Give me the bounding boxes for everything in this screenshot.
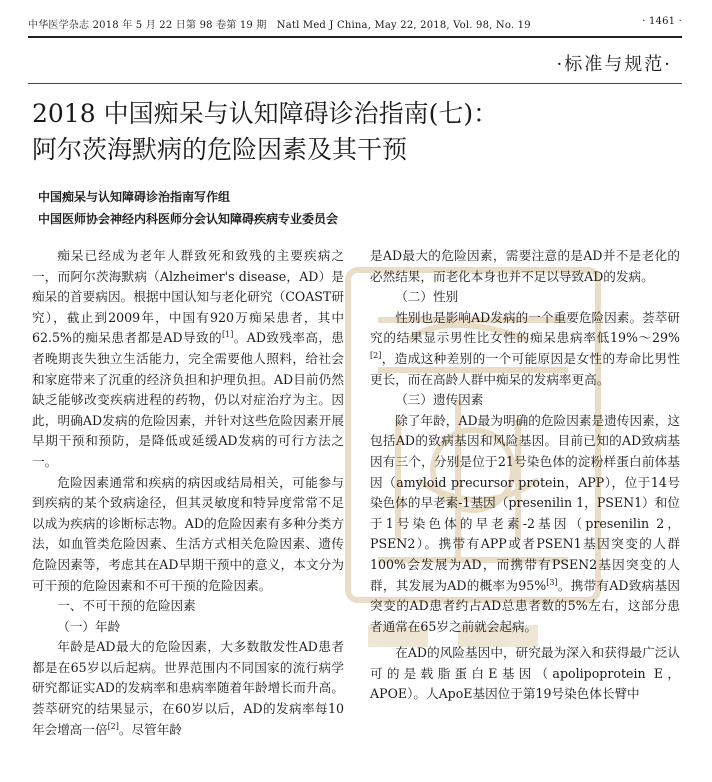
- journal-citation: 中华医学杂志 2018 年 5 月 22 日第 98 卷第 19 期 Natl Med J China, May 22, 2018, Vol. 98, No. 19: [28, 20, 531, 31]
- paragraph-text: 性别也是影响AD发病的一个重要危险因素。荟萃研究的结果显示男性比女性的痴呆患病率低19%～29%: [370, 309, 680, 346]
- paragraph: [370, 308, 680, 390]
- subsection-heading: （一）年龄: [57, 618, 121, 634]
- author-block: [38, 186, 338, 230]
- author-line-1: 中国痴呆与认知障碍诊治指南写作组: [38, 190, 231, 204]
- running-head: [28, 16, 682, 31]
- article-title: [32, 96, 672, 168]
- paragraph-text: ，造成这种差别的一个可能原因是女性的寿命比男性更长，而在高龄人群中痴呆的发病率更高。: [370, 350, 680, 387]
- page-number: · 1461 ·: [642, 16, 682, 27]
- paragraph-text: 。尽管年龄: [118, 721, 182, 737]
- paragraph-text: 痴呆已经成为老年人群致死和致残的主要疾病之一，而阿尔茨海默病（Alzheimer's disease，AD）是痴呆的首要病因。根据中国认知与老化研究（COAST研究），截止到2009年，中国有920万痴呆患者，其中62.5%的痴呆患者都是AD导致的: [32, 248, 344, 346]
- left-column: [32, 246, 344, 740]
- right-column: [370, 246, 680, 705]
- subsection-heading: （三）遗传因素: [395, 392, 484, 408]
- paragraph: [32, 246, 344, 473]
- section-tag: ·标准与规范·: [556, 54, 672, 75]
- article-title-line1: 2018 中国痴呆与认知障碍诊治指南(七)：: [32, 99, 499, 128]
- paragraph: 是AD最大的危险因素，需要注意的是AD并不是老化的必然结果，而老化本身也并不足以导致AD的发病。: [370, 248, 680, 284]
- reference-mark[interactable]: [2]: [370, 350, 382, 360]
- reference-mark[interactable]: [2]: [107, 721, 119, 731]
- paragraph: 危险因素通常和疾病的病因或结局相关，可能参与到疾病的某个致病途径，但其灵敏度和特异度常常不足以成为疾病的诊断标志物。AD的危险因素有多种分类方法，如血管类危险因素、生活方式相关危险因素、遗传危险因素等，考虑其在AD早期干预中的意义，本文分为可干预的危险因素和不可干预的危险因素。: [32, 474, 344, 593]
- reference-mark[interactable]: [1]: [222, 330, 234, 340]
- subsection-heading: （二）性别: [395, 289, 459, 305]
- author-line-2: 中国医师协会神经内科医师分会认知障碍疾病专业委员会: [38, 212, 339, 226]
- paragraph: 在AD的风险基因中，研究最为深入和获得最广泛认可的是载脂蛋白E基因（apolipoprotein E，APOE）。人ApoE基因位于第19号染色体长臂中: [370, 645, 680, 702]
- paragraph-text: 。携带有AD致病基因突变的AD患者约占AD总患者数的5%左右，这部分患者通常在65岁之前就会起病。: [370, 577, 680, 634]
- section-heading: 一、不可干预的危险因素: [57, 598, 196, 614]
- paragraph: [32, 637, 344, 740]
- header-rule: [28, 36, 682, 38]
- article-title-line2: 阿尔茨海默病的危险因素及其干预: [32, 135, 408, 164]
- reference-mark[interactable]: [3]: [546, 577, 558, 587]
- paragraph-text: 。AD致残率高，患者晚期丧失独立生活能力，完全需要他人照料，给社会和家庭带来了沉重的经济负担和护理负担。AD目前仍然缺乏能够改变疾病进程的药物，仍以对症治疗为主。因此，明确AD发病的危险因素，并针对这些危险因素开展早期干预和预防，是降低或延缓AD发病的可行方法之一。: [32, 330, 344, 469]
- paragraph: [370, 411, 680, 638]
- paragraph-text: 年龄是AD最大的危险因素，大多数散发性AD患者都是在65岁以后起病。世界范围内不同国家的流行病学研究都证实AD的发病率和患病率随着年龄增长而升高。荟萃研究的结果显示，在60岁以后，AD的发病率每10年会增高一倍: [32, 639, 344, 737]
- paragraph-text: 除了年龄，AD最为明确的危险因素是遗传因素，这包括AD的致病基因和风险基因。目前已知的AD致病基因有三个，分别是位于21号染色体的淀粉样蛋白前体基因（amyloid precursor protein，APP），位于14号染色体的早老素-1基因（presenilin 1，PSEN1）和位于1号染色体的早老素-2基因（presenilin 2，PSEN2）。携带有APP或者PSEN1基因突变的人群100%会发展为AD，而携带有PSEN2基因突变的人群，其发展为AD的概率为95%: [370, 412, 680, 593]
- section-rule: [28, 83, 682, 84]
